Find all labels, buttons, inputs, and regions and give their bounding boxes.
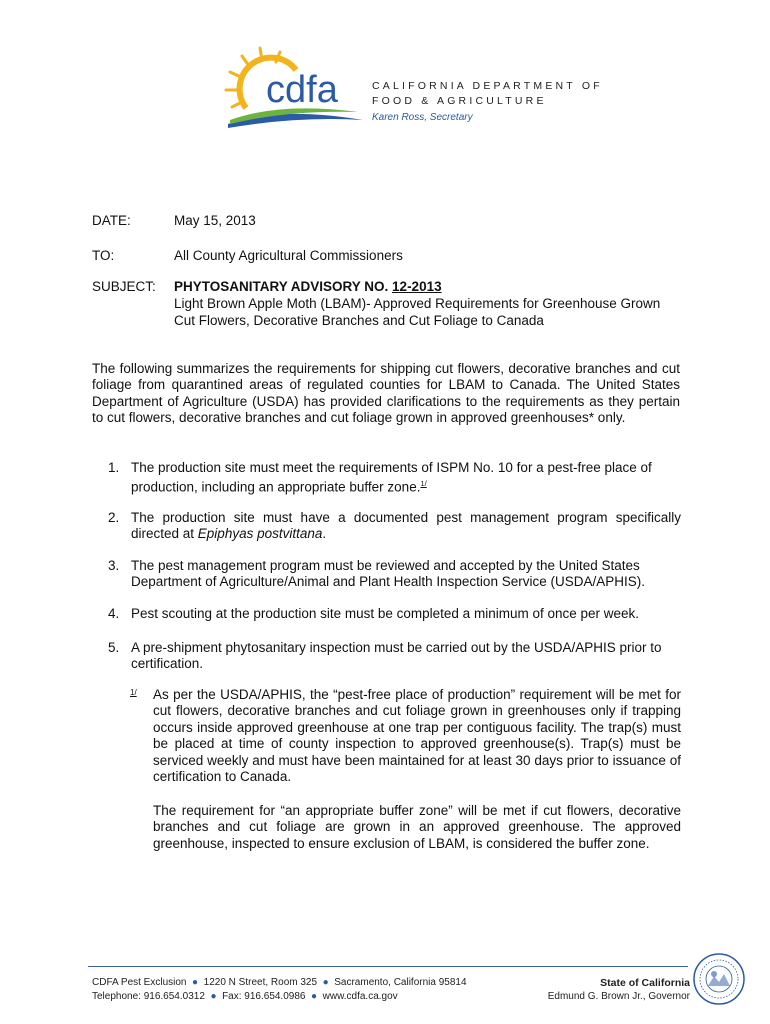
to-value: All County Agricultural Commissioners — [174, 248, 403, 263]
list-item — [131, 460, 681, 496]
date-value: May 15, 2013 — [174, 213, 256, 228]
footnote-paragraph-2: The requirement for “an appropriate buffer zone” will be met if cut flowers, decorative branches and cut foliage are grown in an approved greenhouse. The approved greenhouse, inspected to ensure exclusion of LBAM, is considered the buffer zone. — [153, 803, 681, 851]
intro-paragraph: The following summarizes the requirements for shipping cut flowers, decorative branches and cut foliage from quarantined areas of regulated counties for LBAM to Canada. The United States Department of Agriculture (USDA) has provided clarifications to the requirements as they pertain to cut flowers, decorative branches and cut foliage grown in approved greenhouses* only. — [92, 361, 680, 426]
list-item-text: The production site must meet the requirements of ISPM No. 10 for a pest-free place of production, including an appropriate buffer zone. — [131, 460, 652, 495]
species-name: Epiphyas postvittana — [197, 526, 323, 542]
list-item-number: 5. — [108, 640, 120, 655]
secretary-name: Karen Ross, Secretary — [372, 112, 473, 123]
footnote-mark: 1/ — [130, 688, 137, 697]
list-item-text: Pest scouting at the production site must be completed a minimum of once per week. — [131, 606, 640, 621]
cdfa-logo — [218, 40, 368, 132]
list-item-number: 4. — [108, 606, 120, 621]
list-item-text: A pre-shipment phytosanitary inspection must be carried out by the USDA/APHIS prior to certification. — [131, 640, 662, 672]
footer-telephone: Telephone: 916.654.0312 — [92, 991, 205, 1002]
date-label: DATE: — [92, 213, 131, 228]
footer-city: Sacramento, California 95814 — [334, 977, 467, 988]
footer-office: CDFA Pest Exclusion — [92, 977, 187, 988]
dept-name-line1: CALIFORNIA DEPARTMENT OF — [372, 80, 603, 92]
subject-line-2: Light Brown Apple Moth (LBAM)- Approved Requirements for Greenhouse Grown — [174, 296, 661, 311]
footnote-ref: 1/ — [420, 479, 427, 489]
footer-contact-line — [92, 991, 398, 1002]
subject-title-prefix: PHYTOSANITARY ADVISORY NO. — [174, 279, 393, 294]
list-item-text: The production site must have a documented pest management program specifically directed at — [131, 510, 681, 542]
footnote-paragraph-1: As per the USDA/APHIS, the “pest-free place of production” requirement will be met for cut flowers, decorative branches and cut foliage grown in greenhouses only if trapping occurs inside approved greenhouse at one trap per contiguous facility. The trap(s) must be placed at time of county inspection to approved greenhouse(s). Trap(s) must be serviced weekly and must have been maintained for at least 30 days prior to issuance of certification to Canada. — [153, 687, 681, 785]
to-label: TO: — [92, 248, 115, 263]
logo-text: cdfa — [266, 69, 338, 111]
list-item-number: 1. — [108, 460, 120, 475]
footer-street: 1220 N Street, Room 325 — [203, 977, 318, 988]
footer-website[interactable]: www.cdfa.ca.gov — [322, 991, 398, 1002]
footer-address-line — [92, 977, 467, 988]
bullet-icon: ● — [311, 991, 318, 1002]
list-item-end: . — [322, 526, 327, 542]
footer-governor: Edmund G. Brown Jr., Governor — [547, 991, 690, 1002]
list-item-number: 3. — [108, 558, 120, 573]
footer-fax: Fax: 916.654.0986 — [222, 991, 306, 1002]
footer-rule — [88, 966, 688, 967]
footer-state: State of California — [600, 977, 690, 989]
list-item-text: The pest management program must be reviewed and accepted by the United States Department of Agriculture/Animal and Plant Health Inspection Service (USDA/APHIS). — [131, 558, 645, 590]
bullet-icon: ● — [210, 991, 217, 1002]
bullet-icon: ● — [322, 977, 329, 988]
advisory-number: 12-2013 — [392, 279, 442, 294]
subject-label: SUBJECT: — [92, 279, 156, 294]
subject-line-3: Cut Flowers, Decorative Branches and Cut Foliage to Canada — [174, 313, 544, 328]
state-seal-icon — [692, 952, 746, 1006]
list-item-number: 2. — [108, 510, 120, 525]
bullet-icon: ● — [192, 977, 199, 988]
dept-name-line2: FOOD & AGRICULTURE — [372, 95, 547, 107]
subject-title — [174, 279, 442, 294]
list-item — [131, 510, 681, 543]
